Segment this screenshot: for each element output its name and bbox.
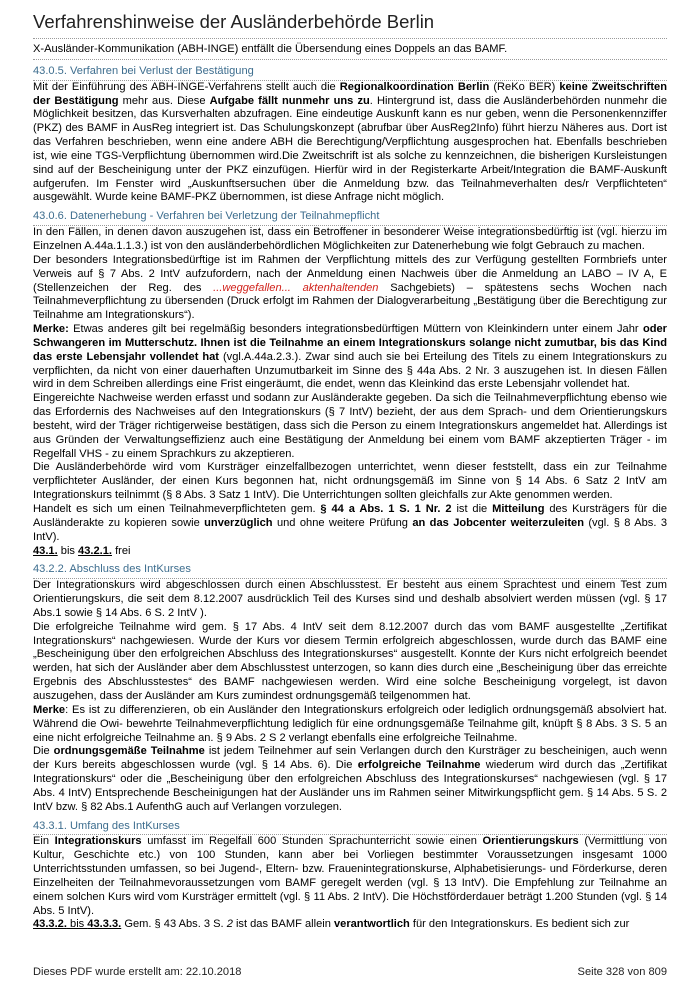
text-run: umfasst im Regelfall 600 Stunden Sprachunterricht sowie einen (141, 835, 483, 848)
text-run: ist jedem Teilnehmer auf sein Verlangen durch den Kursträger zu bescheinigen, auch wenn der Kurs bereits abgeschlossen wurde (vgl. § 14 Abs. 6). Die (33, 745, 667, 772)
paragraph (33, 704, 667, 746)
bold-text: an das Jobcenter weiterzuleiten (412, 516, 584, 529)
text-run: Ein (33, 835, 55, 848)
bold-text: unverzüglich (204, 516, 273, 529)
page-title: Verfahrenshinweise der Ausländerbehörde Berlin (33, 10, 667, 39)
text-run: : Es ist zu differenzieren, ob ein Ausländer den Integrationskurs erfolgreich oder lediglich ordnungsgemäß absolviert hat. Während die Owi- bewehrte Teilnahmeverpflichtung lediglich für eine ordnungsgemäße Teilnahme gilt, knüpft § 8 Abs. 3 S. 5 an eine nicht erfolgreiche Teilnahme an. § 9 Abs. 2 S 2 verlangt ebenfalls eine erfolgreiche Teilnahme. (33, 703, 667, 744)
paragraph (33, 918, 667, 932)
text-run: Etwas anderes gilt bei regelmäßig besonders integrationsbedürftigen Müttern von Kleinkindern unter einem Jahr (68, 323, 643, 336)
bold-text: Mitteilung (492, 503, 545, 515)
section-link-43-3-2[interactable]: 43.3.2. (33, 918, 67, 931)
creation-date: Dieses PDF wurde erstellt am: 22.10.2018 (33, 966, 242, 978)
text-run: ist das BAMF allein (232, 918, 334, 931)
text-run: (vgl. § 8 Abs. 3 IntV). (33, 516, 667, 543)
text-run: Mit der Einführung des ABH-INGE-Verfahrens stellt auch die (33, 80, 340, 93)
page-number: Seite 328 von 809 (577, 966, 667, 978)
paragraph: Die Ausländerbehörde wird vom Kursträger einzelfallbezogen unterrichtet, wenn dieser feststellt, dass ein zur Teilnahme verpflichteter Ausländer, der einen Kurs begonnen hat, nicht ordnungsgemäß im Sinne von § 14 Abs. 6 Satz 2 IntV am Integrationskurs teilnimmt (§ 8 Abs. 3 Satz 1 IntV). Die Unterrichtungen sollten gleichfalls zur Akte genommen werden. (33, 461, 667, 502)
bold-text: oder Schwangeren im Mutterschutz. Ihnen ist die Teilnahme an einem Integrationskurs solange nicht zumutbar, bis das Kind das erste Lebensjahr vollendet hat (33, 323, 667, 363)
intro-line: X-Ausländer-Kommunikation (ABH-INGE) entfällt die Übersendung eines Doppels an das BAMF. (33, 43, 667, 60)
removed-text: ...weggefallen... aktenhaltenden (213, 281, 379, 294)
bold-text: keine Zweitschriften der Bestätigung (33, 80, 668, 107)
text-run: Sachgebiets) – spätestens sechs Wochen nach Teilnahmeverpflichtung zu übersenden (Druck erfolgt im Rahmen der Dialogverarbeitung „Bestätigung über die Berechtigung zur Teilnahme am Integrationskurs“). (33, 281, 667, 322)
paragraph: In den Fällen, in denen davon auszugehen ist, dass ein Betroffener in besonderer Weise integrationsbedürftig ist (vgl. hierzu im Einzelnen A.44a.1.1.3.) ist von den ausländerbehördlichen Möglichkeiten zur Datenerhebung wie folgt Gebrauch zu machen. (33, 226, 667, 252)
text-run: Gem. § 43 Abs. 3 S. (121, 918, 227, 931)
paragraph (33, 745, 667, 814)
italic-text: 2 (226, 918, 233, 931)
text-run: . Hintergrund ist, dass die Ausländerbehörden nunmehr die Möglichkeit besitzen, das Kursverhalten abzufragen. Eine eindeutige Auskunft kann es nur geben, wenn die Personenkennziffer (PKZ) des BAMF in AusReg integriert ist. Das Schulungskonzept (abrufbar über AusReg2Info) führt hierzu Näheres aus. Dort ist das Verfahren beschrieben, wenn eine andere ABH die Berechtigung/Verpflichtung ausgesprochen hat. Ebenfalls beschrieben ist, wie eine TGS-Verpflichtung übernommen wird.Die Zweitschrift ist als solche zu kennzeichnen, die bisherigen Kursleistungen sind auf der Bescheinigung unter der PKZ einzufügen. Hierfür wird in der Registerkarte Arbeit/Integration die BAMF-Auskunft aufgerufen. Im Fenster wird „Auskunftsersuchen über die Anmeldung bzw. das Teilnahmeverhalten des/r Verpflichteten“ ausgewählt. Wurde keine BAMF-PKZ übernommen, ist diese Anfrage nicht möglich. (33, 94, 667, 204)
paragraph (33, 835, 667, 918)
text-run: ist die (451, 503, 493, 515)
text-run: Handelt es sich um einen Teilnahmeverpflichteten gem. (33, 503, 321, 515)
section-heading-43-0-6: 43.0.6. Datenerhebung - Verfahren bei Verletzung der Teilnahmepflicht (33, 210, 667, 226)
text-run: wiederum wird durch das „Zertifikat Integrationskurs“ oder die „Bescheinigung über den erfolgreichen Abschluss des Integrationskurses“ nachgewiesen (vgl. § 17 Abs. 4 IntV) Entsprechende Bescheinigungen hat der Ausländer uns im Rahmen seiner Mitwirkungspflicht gem. § 14 Abs. 5 S. 2 IntV bzw. § 82 Abs.1 AufenthG auch auf Verlangen vorzulegen. (33, 759, 667, 813)
paragraph (33, 81, 667, 206)
bold-text: Integrationskurs (54, 835, 142, 848)
section-link-43-3-3[interactable]: 43.3.3. (87, 918, 122, 931)
text-run: (ReKo BER) (489, 80, 560, 93)
paragraph (33, 323, 667, 392)
text-run: Der besonders Integrationsbedürftige ist im Rahmen der Verpflichtung mittels des zur Verfügung gestellten Formbriefs unter Verweis auf § 7 Abs. 2 IntV aufzufordern, nach der Anmeldung einen Nachweis über die Anmeldung an LABO – IV A, E (Stellenzeichen der Reg. des (33, 253, 667, 294)
text-run: Die (33, 745, 54, 758)
section-link-43-2-1[interactable]: 43.2.1. (78, 544, 112, 557)
paragraph: Der Integrationskurs wird abgeschlossen durch einen Abschlusstest. Er besteht aus einem Sprachtest und einem Test zum Orientierungskurs, die seit dem 8.12.2007 ausdrücklich Teil des Kurses sind und deshalb absolviert werden müssen (vgl. § 17 Abs.1 sowie § 14 Abs. 6 S. 2 IntV ). (33, 579, 667, 619)
bold-text: ordnungsgemäße Teilnahme (53, 745, 205, 758)
paragraph (33, 503, 667, 545)
bold-text: Regionalkoordination Berlin (339, 80, 490, 93)
document-body (33, 43, 667, 932)
bold-text: Aufgabe fällt nunmehr uns zu (209, 94, 370, 107)
paragraph (33, 545, 667, 559)
bold-text: erfolgreiche Teilnahme (357, 759, 481, 772)
section-heading-43-0-5: 43.0.5. Verfahren bei Verlust der Bestätigung (33, 65, 667, 81)
text-run: frei (111, 544, 131, 557)
paragraph: Die erfolgreiche Teilnahme wird gem. § 17 Abs. 4 IntV seit dem 8.12.2007 durch das vom BAMF ausgestellte „Zertifikat Integrationskurs“ nachgewiesen. Wurde der Kurs vor diesem Termin erfolgreich abgeschlossen, wurde durch das BAMF eine „Bescheinigung über den erfolgreichen Abschluss des Integrationskurses“ ausgestellt. Konnte der Kurs nicht erfolgreich beendet werden, hat sich der Ausländer aber dem Abschlusstest unterzogen, so kann dies durch eine „Bescheinigung über das erreichte Ergebnis des Abschlusstestes“ des BAMF nachgewiesen werden. Wird eine solche Bescheinigung vorgelegt, ist davon auszugehen, dass der Ausländer am Kurs zumindest ordnungsgemäß teilgenommen hat. (33, 620, 667, 702)
text-run: bis (57, 544, 79, 557)
paragraph: Eingereichte Nachweise werden erfasst und sodann zur Ausländerakte gegeben. Da sich die Teilnahmeverpflichtung ebenso wie das Erfordernis des Nachweises auf den Integrationskurs (§ 7 IntV) bezieht, der aus dem Sprach- und dem Orientierungskurs besteht, wird der Träger richtigerweise bestätigen, dass sich die Person zu einem Integrationskurs angemeldet hat. Allerdings ist aus Gründen der Verwaltungseffizienz auch eine Bestätigung der Anmeldung bei einem vom BAMF akzeptierten Träger - im Regelfall VHS - zu einem Sprachkurs zu akzeptieren. (33, 392, 667, 460)
bold-text: Orientierungskurs (482, 835, 579, 848)
section-heading-43-2-2: 43.2.2. Abschluss des IntKurses (33, 563, 667, 579)
text-run: mehr aus. Diese (118, 94, 210, 107)
text-run: und ohne weitere Prüfung (272, 516, 413, 529)
bold-text: Merke: (33, 323, 69, 336)
paragraph (33, 254, 667, 323)
bold-text: Merke (33, 703, 66, 716)
section-heading-43-3-1: 43.3.1. Umfang des IntKurses (33, 820, 667, 836)
text-run: für den Integrationskurs. Es bedient sich zur (409, 918, 630, 931)
bold-text: § 44 a Abs. 1 S. 1 Nr. 2 (320, 503, 452, 515)
bold-text: verantwortlich (333, 918, 410, 931)
text-run: (vgl.A.44a.2.3.). Zwar sind auch sie bei Erteilung des Titels zu einem Integrationskurs zu verpflichten, da nicht von einer dauerhaften Unzumutbarkeit im Sinne des § 44a Abs. 2 Nr. 3 auszugehen ist. In diesen Fällen wird in dem Schreiben allerdings eine Frist eingeräumt, die endet, wenn das Kleinkind das erste Lebensjahr vollendet hat. (33, 350, 667, 391)
text-run: bis (66, 918, 88, 931)
section-link-43-1[interactable]: 43.1. (33, 544, 58, 557)
text-run: (Vermittlung von Kultur, Geschichte etc.) von 100 Stunden, kann aber bei Vorliegen bestimmter Voraussetzungen insgesamt 1000 Unterrichtsstunden umfassen, so bei Jugend-, Eltern- bzw. Frauenintegrationskurse, Alphabetisierungs- und Förderkurse, deren Einzelheiten der Teilnahmevoraussetzungen vom BAMF geregelt werden (vgl. § 13 IntV). Die Empfehlung zur Teilnahme an einem solchen Kurs wird vom Kursträger ermittelt (vgl. § 11 Abs. 2 IntV). Die Höchstförderdauer beträgt 1.200 Stunden (vgl. § 14 Abs. 5 IntV). (33, 835, 667, 917)
text-run: des Kursträgers für die Ausländerakte zu kopieren sowie (33, 503, 667, 529)
